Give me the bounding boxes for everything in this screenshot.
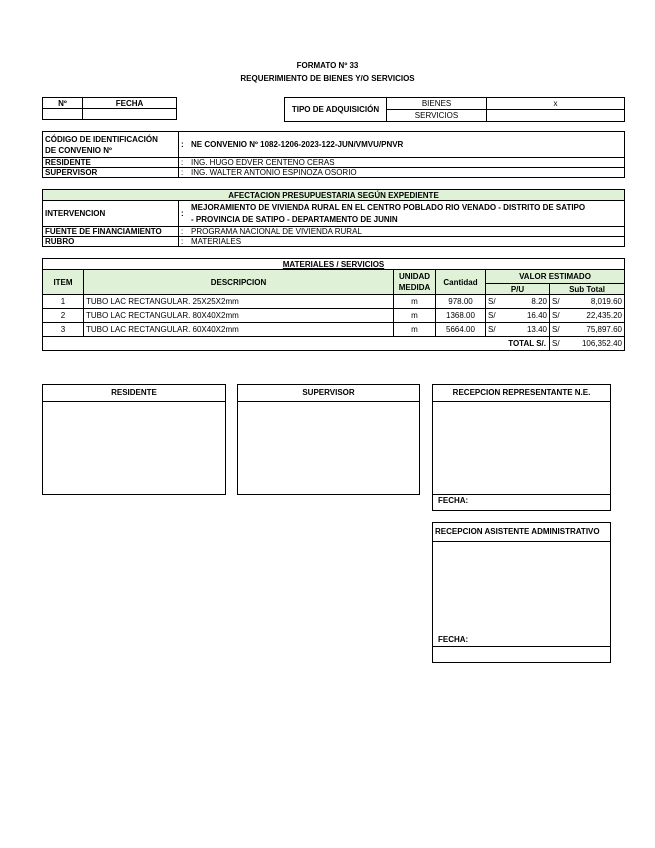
row-unidad: m [394,295,436,309]
acquisition-type-label: TIPO DE ADQUISICIÓN [285,98,387,122]
fuente-label: FUENTE DE FINANCIAMIENTO [43,227,179,237]
col-subtotal: Sub Total [550,284,625,295]
supervisor-sep: : [181,168,184,177]
formato-number: FORMATO Nº 33 [296,61,359,70]
n-value[interactable] [43,109,83,120]
materiales-title-text: MATERIALES / SERVICIOS [282,259,385,269]
intervencion-value [179,201,625,227]
row-subtotal-currency: S/ [550,309,563,323]
recepcion-ne-label: RECEPCION REPRESENTANTE N.E. [433,385,610,402]
row-subtotal-currency: S/ [550,323,563,337]
rubro-label: RUBRO [43,237,179,247]
recepcion-ne-divider [433,494,610,495]
intervencion-line1: MEJORAMIENTO DE VIVIENDA RURAL EN EL CENTRO POBLADO RIO VENADO - DISTRITO DE SATIPO [191,202,586,212]
codigo-label-line1: CÓDIGO DE IDENTIFICACIÓN [45,134,158,144]
row-item: 1 [43,295,84,309]
afectacion-table [42,189,625,247]
total-currency: S/ [550,337,563,351]
codigo-label [43,132,179,158]
total-value: 106,352.40 [563,337,625,351]
supervisor-label: SUPERVISOR [43,168,179,178]
residente-signature-box[interactable] [42,384,226,495]
row-desc: TUBO LAC RECTANGULAR. 60X40X2mm [84,323,394,337]
codigo-label-line2: DE CONVENIO Nº [45,145,112,155]
intervencion-sep: : [181,208,184,218]
rubro-value-text: MATERIALES [191,237,242,246]
residente-sep: : [181,158,184,167]
total-label: TOTAL S/. [43,337,550,351]
row-cantidad: 1368.00 [436,309,486,323]
fuente-sep: : [181,227,184,236]
mark-bienes[interactable]: x [487,98,625,110]
rubro-value [179,237,625,247]
row-cantidad: 978.00 [436,295,486,309]
col-descripcion: DESCRIPCION [84,270,394,295]
col-unidad-line2: MEDIDA [398,283,431,292]
fecha-label: FECHA [83,98,177,109]
recepcion-ne-fecha: FECHA: [438,496,469,505]
row-subtotal: 22,435.20 [563,309,625,323]
mark-servicios[interactable] [487,110,625,122]
row-cantidad: 5664.00 [436,323,486,337]
row-pu-currency: S/ [486,309,498,323]
col-pu: P/U [486,284,550,295]
residente-label: RESIDENTE [43,158,179,168]
number-date-table [42,97,177,120]
row-unidad: m [394,323,436,337]
fecha-value[interactable] [83,109,177,120]
row-pu: 8.20 [498,295,550,309]
row-subtotal-currency: S/ [550,295,563,309]
row-pu-currency: S/ [486,295,498,309]
afectacion-title: AFECTACION PRESUPUESTARIA SEGÚN EXPEDIENTE [43,190,625,201]
materiales-table [42,258,625,351]
recepcion-asistente-fecha: FECHA: [438,635,469,644]
recepcion-asistente-box[interactable] [432,522,611,663]
row-unidad: m [394,309,436,323]
recepcion-asistente-label: RECEPCION ASISTENTE ADMINISTRATIVO [433,523,610,542]
recepcion-asistente-divider [433,646,610,647]
table-row [43,309,625,323]
document-title: REQUERIMIENTO DE BIENES Y/O SERVICIOS [240,74,415,83]
residente-value [179,158,625,168]
n-label: Nº [43,98,83,109]
residente-signature-label: RESIDENTE [43,385,225,402]
residente-value-text: ING. HUGO EDVER CENTENO CERAS [191,158,335,167]
materiales-title [43,259,625,270]
rubro-sep: : [181,237,184,246]
codigo-sep: : [181,140,184,149]
info-table [42,131,625,178]
total-row [43,337,625,351]
intervencion-label: INTERVENCION [43,201,179,227]
row-pu: 13.40 [498,323,550,337]
recepcion-ne-box[interactable] [432,384,611,511]
supervisor-value-text: ING. WALTER ANTONIO ESPINOZA OSORIO [191,168,357,177]
row-subtotal: 75,897.60 [563,323,625,337]
option-bienes: BIENES [387,98,487,110]
codigo-value-text: NE CONVENIO Nº 1082-1206-2023-122-JUN/VMVU/PNVR [191,140,404,149]
row-subtotal: 8,019.60 [563,295,625,309]
fuente-value [179,227,625,237]
table-row [43,323,625,337]
supervisor-signature-box[interactable] [237,384,420,495]
acquisition-type-table [284,97,625,122]
col-unidad [394,270,436,295]
row-pu-currency: S/ [486,323,498,337]
table-row [43,295,625,309]
fuente-value-text: PROGRAMA NACIONAL DE VIVIENDA RURAL [191,227,362,236]
supervisor-value [179,168,625,178]
row-item: 2 [43,309,84,323]
supervisor-signature-label: SUPERVISOR [238,385,419,402]
row-desc: TUBO LAC RECTANGULAR. 25X25X2mm [84,295,394,309]
col-unidad-line1: UNIDAD [398,272,431,281]
row-desc: TUBO LAC RECTANGULAR. 80X40X2mm [84,309,394,323]
row-item: 3 [43,323,84,337]
intervencion-line2: - PROVINCIA DE SATIPO - DEPARTAMENTO DE JUNIN [191,214,398,224]
codigo-value [179,132,625,158]
col-item: ITEM [43,270,84,295]
col-valor-estimado: VALOR ESTIMADO [486,270,625,284]
row-pu: 16.40 [498,309,550,323]
col-cantidad: Cantidad [436,270,486,295]
option-servicios: SERVICIOS [387,110,487,122]
